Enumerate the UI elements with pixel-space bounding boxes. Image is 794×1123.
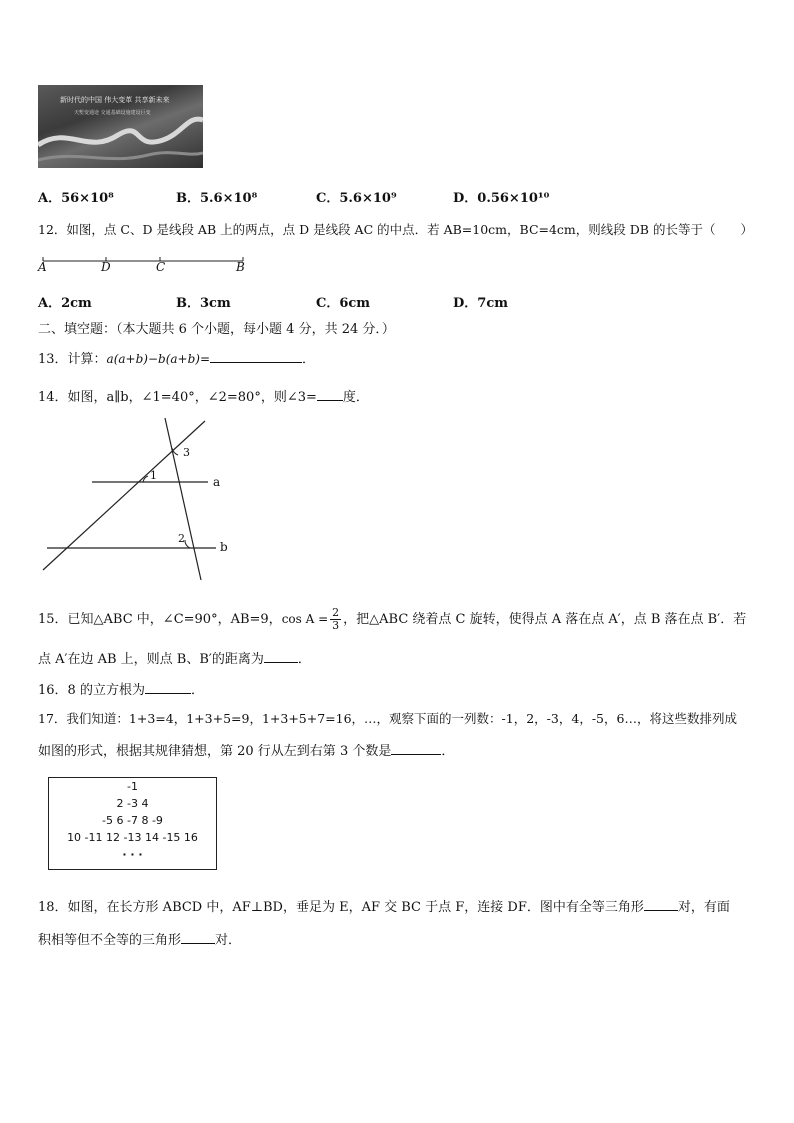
photo-caption-title: 新时代的中国 伟大变革 共享新未来: [60, 96, 170, 104]
q13-answer-blank: [210, 350, 302, 363]
q14-text-post: 度．: [342, 390, 369, 405]
q15-fraction: [330, 607, 341, 632]
q13-expression: a(a+b)−b(a+b)=: [106, 352, 210, 366]
q18-line2-pre: 积相等但不全等的三角形: [38, 933, 182, 948]
transversal-2: [165, 418, 201, 580]
triangle-row-3: -5 6 -7 8 -9: [102, 814, 163, 827]
q15-fraction-numerator: 2: [332, 606, 340, 619]
q13-prefix: 13．计算：: [38, 352, 107, 367]
point-label-d: D: [101, 260, 111, 274]
q13-suffix: ．: [302, 352, 316, 367]
q16-text-post: ．: [190, 683, 204, 698]
q18-line2-post: 对．: [215, 933, 242, 948]
q16-text-pre: 16．8 的立方根为: [38, 683, 145, 698]
q16-text: [38, 679, 204, 698]
q11-option-c: C．5.6×10⁹: [316, 191, 397, 206]
q14-text-pre: 14．如图，a∥b，∠1=40°，∠2=80°，则∠3=: [38, 390, 317, 405]
q15-cos-label: cos A =: [281, 612, 329, 626]
point-label-a: A: [38, 260, 47, 274]
q11-option-a: A．56×10⁸: [38, 191, 114, 206]
photo-caption-subtitle: 天堑变通途 交通基础设施建设巨变: [74, 110, 151, 116]
q15-text-pre: 15．已知△ABC 中，∠C=90°，AB=9，: [38, 612, 282, 627]
q18-answer-blank-1: [644, 898, 678, 911]
q12-text: 12．如图，点 C、D 是线段 AB 上的两点，点 D 是线段 AC 的中点．若 AB=10cm，BC=4cm，则线段 DB 的长等于（ ）: [38, 222, 753, 237]
line-b-label: b: [220, 540, 228, 554]
q17-answer-blank: [391, 742, 441, 755]
q17-line2-post: ．: [441, 744, 455, 759]
angle-3-label: 3: [183, 446, 190, 459]
q11-option-d: D．0.56×10¹⁰: [453, 191, 550, 206]
q15-answer-blank: [264, 650, 298, 663]
q15-line-2: [38, 648, 311, 667]
q17-line-2: [38, 740, 454, 759]
triangle-row-ellipsis: · · ·: [122, 848, 143, 861]
q15-line2-pre: 点 A′在边 AB 上，则点 B、B′的距离为: [38, 652, 264, 667]
q18-line1-post: 对，有面: [677, 900, 730, 915]
q12-option-a: A．2cm: [38, 296, 92, 311]
q14-answer-blank: [317, 388, 343, 401]
point-label-c: C: [156, 260, 166, 274]
q16-answer-blank: [145, 681, 191, 694]
triangle-row-1: -1: [127, 780, 138, 793]
angle-2-label: 2: [178, 532, 185, 545]
q15-line-1: [38, 604, 746, 634]
q13-text: [38, 348, 315, 367]
q12-option-c: C．6cm: [316, 296, 371, 311]
q14-text: [38, 386, 369, 405]
q15-line2-post: ．: [297, 652, 311, 667]
q15-fraction-denominator: 3: [332, 619, 340, 632]
q15-text-post: ，把△ABC 绕着点 C 旋转，使得点 A 落在点 A′，点 B 落在点 B′．若: [343, 612, 747, 627]
q12-option-b: B．3cm: [176, 296, 231, 311]
angle-1-label: 1: [150, 469, 157, 482]
q18-line1-pre: 18．如图，在长方形 ABCD 中，AF⊥BD，垂足为 E，AF 交 BC 于点 F，连接 DF．图中有全等三角形: [38, 900, 644, 915]
q17-line2-pre: 如图的形式，根据其规律猜想，第 20 行从左到右第 3 个数是: [38, 744, 392, 759]
triangle-row-4: 10 -11 12 -13 14 -15 16: [67, 831, 198, 844]
q17-line-1: 17．我们知道：1+3=4，1+3+5=9，1+3+5+7=16，…，观察下面的一列数：-1，2，-3，4，-5，6…，将这些数排列成: [38, 711, 737, 726]
q12-segment-figure: [38, 254, 253, 276]
q14-parallel-lines-figure: [40, 415, 240, 585]
q12-option-d: D．7cm: [453, 296, 508, 311]
q18-line-2: [38, 929, 241, 948]
q11-option-b: B．5.6×10⁸: [176, 191, 258, 206]
section-2-heading: 二、填空题：（本大题共 6 个小题，每小题 4 分，共 24 分．）: [38, 322, 395, 337]
q17-number-triangle: [48, 777, 217, 870]
triangle-row-2: 2 -3 4: [116, 797, 149, 810]
line-a-label: a: [213, 475, 221, 489]
question-11-photo: [38, 85, 203, 168]
point-label-b: B: [236, 260, 245, 274]
q18-line-1: [38, 896, 730, 915]
q18-answer-blank-2: [181, 931, 215, 944]
angle-2-arc: [185, 540, 190, 548]
